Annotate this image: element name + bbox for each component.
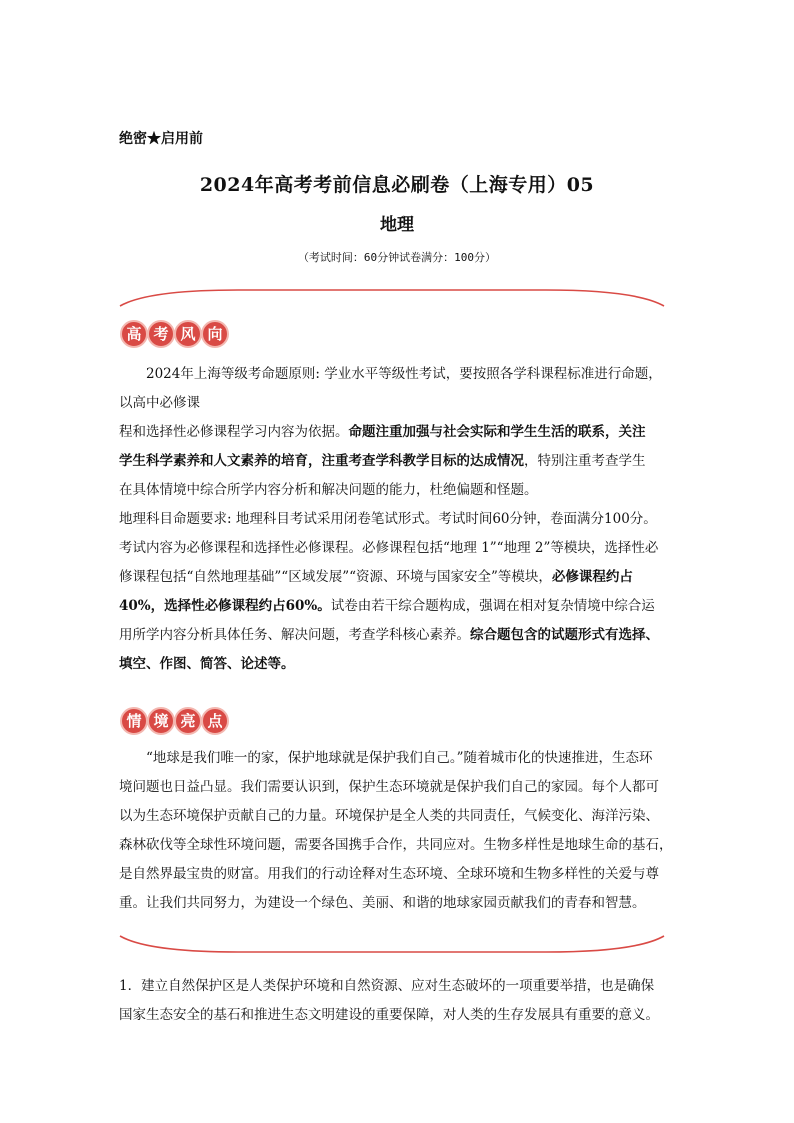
text-run: 程和选择性必修课程学习内容为依据。 — [119, 424, 349, 440]
top-arc-divider — [118, 288, 666, 310]
paragraph-line — [119, 650, 679, 679]
paragraph-line — [119, 860, 679, 889]
paragraph-line — [119, 889, 679, 918]
text-run: 考试内容为必修课程和选择性必修课程。必修课程包括“地理 1”“地理 2”等模块，选择性必 — [119, 540, 659, 556]
paragraph-line — [119, 831, 679, 860]
paragraph-line — [119, 389, 679, 418]
text-run: 地理科目命题要求: 地理科目考试采用闭卷笔试形式。考试时间60分钟，卷面满分100分。 — [119, 511, 657, 527]
badge-char: 风 — [174, 320, 202, 348]
text-run: 2024年上海等级考命题原则: 学业水平等级性考试，要按照各学科课程标准进行命题， — [146, 366, 662, 382]
bottom-arc-divider — [118, 932, 666, 954]
badge-gaokao-fengxiang — [120, 319, 228, 349]
bold-text-run: 必修课程约占 — [551, 569, 633, 585]
badge-char: 向 — [201, 320, 229, 348]
bold-text-run: 填空、作图、简答、论述等。 — [119, 656, 295, 672]
text-run: 1．建立自然保护区是人类保护环境和自然资源、应对生态破坏的一项重要举措，也是确保 — [119, 978, 655, 994]
text-run: “地球是我们唯一的家，保护地球就是保护我们自己。”随着城市化的快速推进，生态环 — [146, 750, 653, 766]
text-run: 试卷由若干综合题构成，强调在相对复杂情境中综合运 — [330, 598, 655, 614]
paragraph-line — [119, 744, 679, 773]
badge-char: 高 — [120, 320, 148, 348]
paragraph-line — [119, 773, 679, 802]
text-run: 在具体情境中综合所学内容分析和解决问题的能力，杜绝偏题和怪题。 — [119, 482, 538, 498]
subject-title: 地理 — [380, 215, 414, 235]
paragraph-line — [119, 505, 679, 534]
exam-title: 2024年高考考前信息必刷卷（上海专用）05 — [199, 174, 595, 196]
text-run: 境问题也日益凸显。我们需要认识到，保护生态环境就是保护我们自己的家园。每个人都可 — [119, 779, 659, 795]
badge-char: 境 — [147, 707, 175, 735]
text-run: 是自然界最宝贵的财富。用我们的行动诠释对生态环境、全球环境和生物多样性的关爱与尊 — [119, 866, 659, 882]
text-run: 用所学内容分析具体任务、解决问题，考查学科核心素养。 — [119, 627, 470, 643]
question-line — [119, 972, 679, 1001]
text-run: 以高中必修课 — [119, 395, 200, 411]
text-run: 国家生态安全的基石和推进生态文明建设的重要保障，对人类的生存发展具有重要的意义。 — [119, 1007, 659, 1023]
paragraph-line — [119, 534, 679, 563]
badge-char: 考 — [147, 320, 175, 348]
paragraph-line — [119, 447, 679, 476]
paragraph-line — [119, 563, 679, 592]
text-run: ，特别注重考查学生 — [524, 453, 646, 469]
paragraph-line — [119, 802, 679, 831]
text-run: 重。让我们共同努力，为建设一个绿色、美丽、和谐的地球家园贡献我们的青春和智慧。 — [119, 895, 646, 911]
section-scenario-highlights — [119, 744, 679, 918]
paragraph-line — [119, 621, 679, 650]
badge-char: 情 — [120, 707, 148, 735]
text-run: 森林砍伐等全球性环境问题，需要各国携手合作，共同应对。生物多样性是地球生命的基石， — [119, 837, 673, 853]
badge-char: 点 — [201, 707, 229, 735]
question-1 — [119, 972, 679, 1030]
paragraph-line — [119, 418, 679, 447]
text-run: 以为生态环境保护贡献自己的力量。环境保护是全人类的共同责任，气候变化、海洋污染、 — [119, 808, 659, 824]
paragraph-line — [119, 476, 679, 505]
badge-char: 亮 — [174, 707, 202, 735]
badge-qingjing-liangdian — [120, 706, 228, 736]
bold-text-run: 综合题包含的试题形式有选择、 — [470, 627, 659, 643]
paragraph-line — [119, 360, 679, 389]
bold-text-run: 学生科学素养和人文素养的培育，注重考查学科教学目标的达成情况 — [119, 453, 524, 469]
text-run: 修课程包括“自然地理基础”“区域发展”“资源、环境与国家安全”等模块， — [119, 569, 552, 585]
bold-text-run: 命题注重加强与社会实际和学生生活的联系，关注 — [348, 424, 646, 440]
paragraph-line — [119, 592, 679, 621]
section-exam-direction — [119, 360, 679, 679]
question-line — [119, 1001, 679, 1030]
confidential-label: 绝密★启用前 — [119, 131, 203, 147]
bold-text-run: 40%，选择性必修课程约占60%。 — [119, 598, 331, 614]
exam-info: （考试时间：60分钟试卷满分：100分） — [297, 251, 497, 264]
